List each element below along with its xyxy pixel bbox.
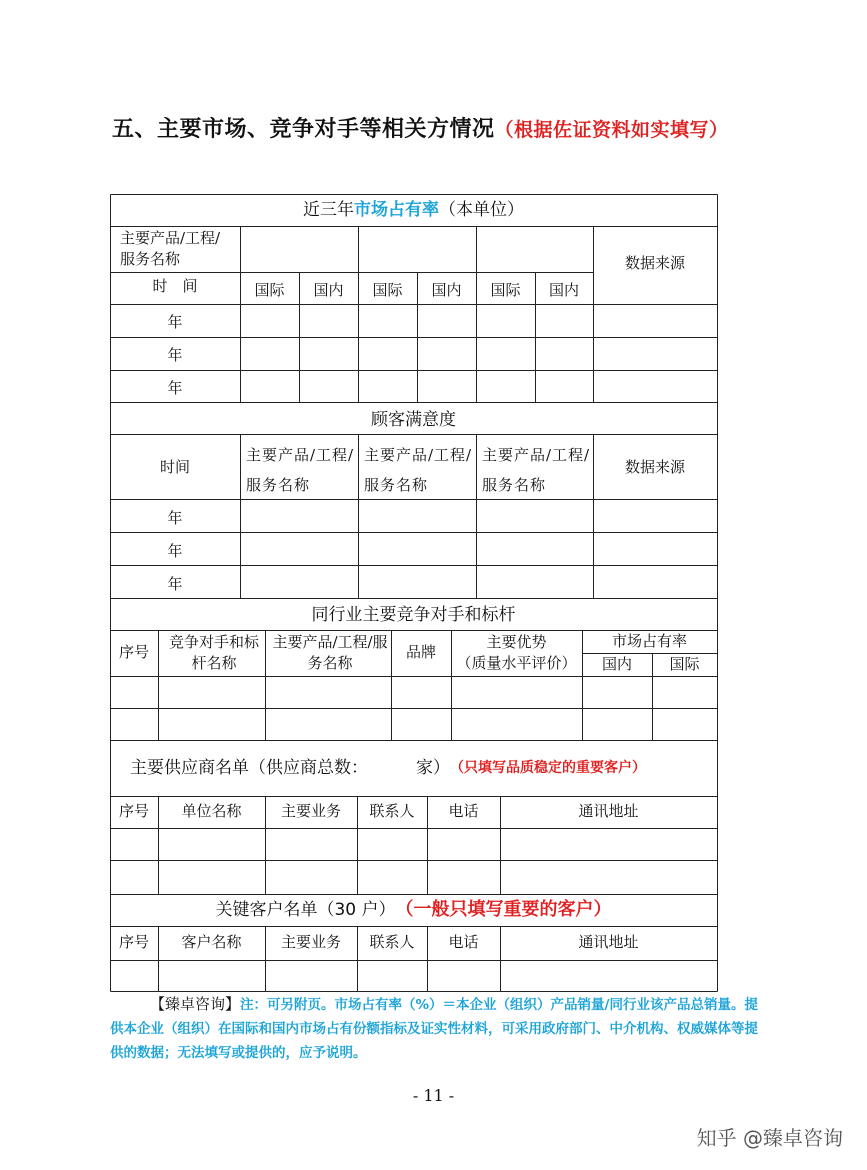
product-label: 主要产品/工程/服务名称 [120, 229, 221, 268]
supplier-unit-label: 单位名称 [181, 802, 242, 821]
competitors-header: 同行业主要竞争对手和标杆 [311, 604, 516, 625]
customer-address-label: 通讯地址 [578, 933, 639, 952]
customers-header: 关键客户名单（30 户） （一般只填写重要的客户） [215, 898, 612, 920]
customer-contact-label: 联系人 [369, 933, 415, 952]
intl-label: 国际 [490, 281, 521, 300]
footnote-tag: 【臻卓咨询】 [150, 995, 241, 1013]
footnote-text: 注：可另附页。市场占有率（%）＝本企业（组织）产品销量/同行业该产品总销量。提供本企业（组织）在国际和国内市场占有份额指标及证实性材料，可采用政府部门、中介机构、权威媒体等提供的数据；无法填写或提供的，应予说明。 [110, 997, 758, 1061]
page-title: 五、主要市场、竞争对手等相关方情况（根据佐证资料如实填写） [112, 117, 729, 142]
competitor-domestic-label: 国内 [601, 654, 632, 673]
satisfaction-product-label: 主要产品/工程/服务名称 [364, 446, 473, 494]
year-label: 年 [167, 508, 183, 527]
data-source-label: 数据来源 [624, 254, 685, 273]
intl-label: 国际 [254, 281, 285, 300]
competitor-product-label: 主要产品/工程/服务名称 [272, 633, 388, 672]
supplier-phone-label: 电话 [448, 802, 479, 821]
page-number: - 11 - [412, 1086, 455, 1105]
competitor-intl-label: 国际 [669, 654, 700, 673]
domestic-label: 国内 [548, 281, 579, 300]
satisfaction-source-label: 数据来源 [624, 458, 685, 477]
satisfaction-time-label: 时间 [159, 458, 190, 477]
supplier-no-label: 序号 [118, 802, 149, 821]
year-label: 年 [167, 378, 183, 397]
customer-name-label: 客户名称 [181, 933, 242, 952]
brand-label: 品牌 [405, 643, 436, 662]
year-label: 年 [167, 574, 183, 593]
supplier-address-label: 通讯地址 [578, 802, 639, 821]
year-label: 年 [167, 345, 183, 364]
satisfaction-product-label: 主要产品/工程/服务名称 [482, 446, 591, 494]
year-label: 年 [167, 312, 183, 331]
domestic-label: 国内 [431, 281, 462, 300]
competitor-no-label: 序号 [118, 643, 149, 662]
footnote [110, 992, 762, 1065]
advantage-label: 主要优势 （质量水平评价） [456, 633, 577, 672]
customer-no-label: 序号 [118, 933, 149, 952]
satisfaction-header: 顾客满意度 [371, 409, 456, 430]
domestic-label: 国内 [313, 281, 344, 300]
watermark: 知乎 @臻卓咨询 [696, 1126, 843, 1150]
supplier-business-label: 主要业务 [280, 802, 341, 821]
year-label: 年 [167, 541, 183, 560]
suppliers-header: 主要供应商名单（供应商总数： 家） （只填写品质稳定的重要客户） [130, 757, 646, 778]
competitor-name-label: 竞争对手和标杆名称 [168, 633, 259, 672]
intl-label: 国际 [372, 281, 403, 300]
satisfaction-product-label: 主要产品/工程/服务名称 [246, 446, 355, 494]
customer-business-label: 主要业务 [280, 933, 341, 952]
market-share-label: 市场占有率 [611, 631, 687, 650]
market-share-header: 近三年 市场占有率 （本单位） [303, 199, 524, 220]
time-label: 时 间 [152, 277, 198, 296]
title-note: （根据佐证资料如实填写） [494, 119, 729, 141]
supplier-contact-label: 联系人 [369, 802, 415, 821]
customer-phone-label: 电话 [448, 933, 479, 952]
